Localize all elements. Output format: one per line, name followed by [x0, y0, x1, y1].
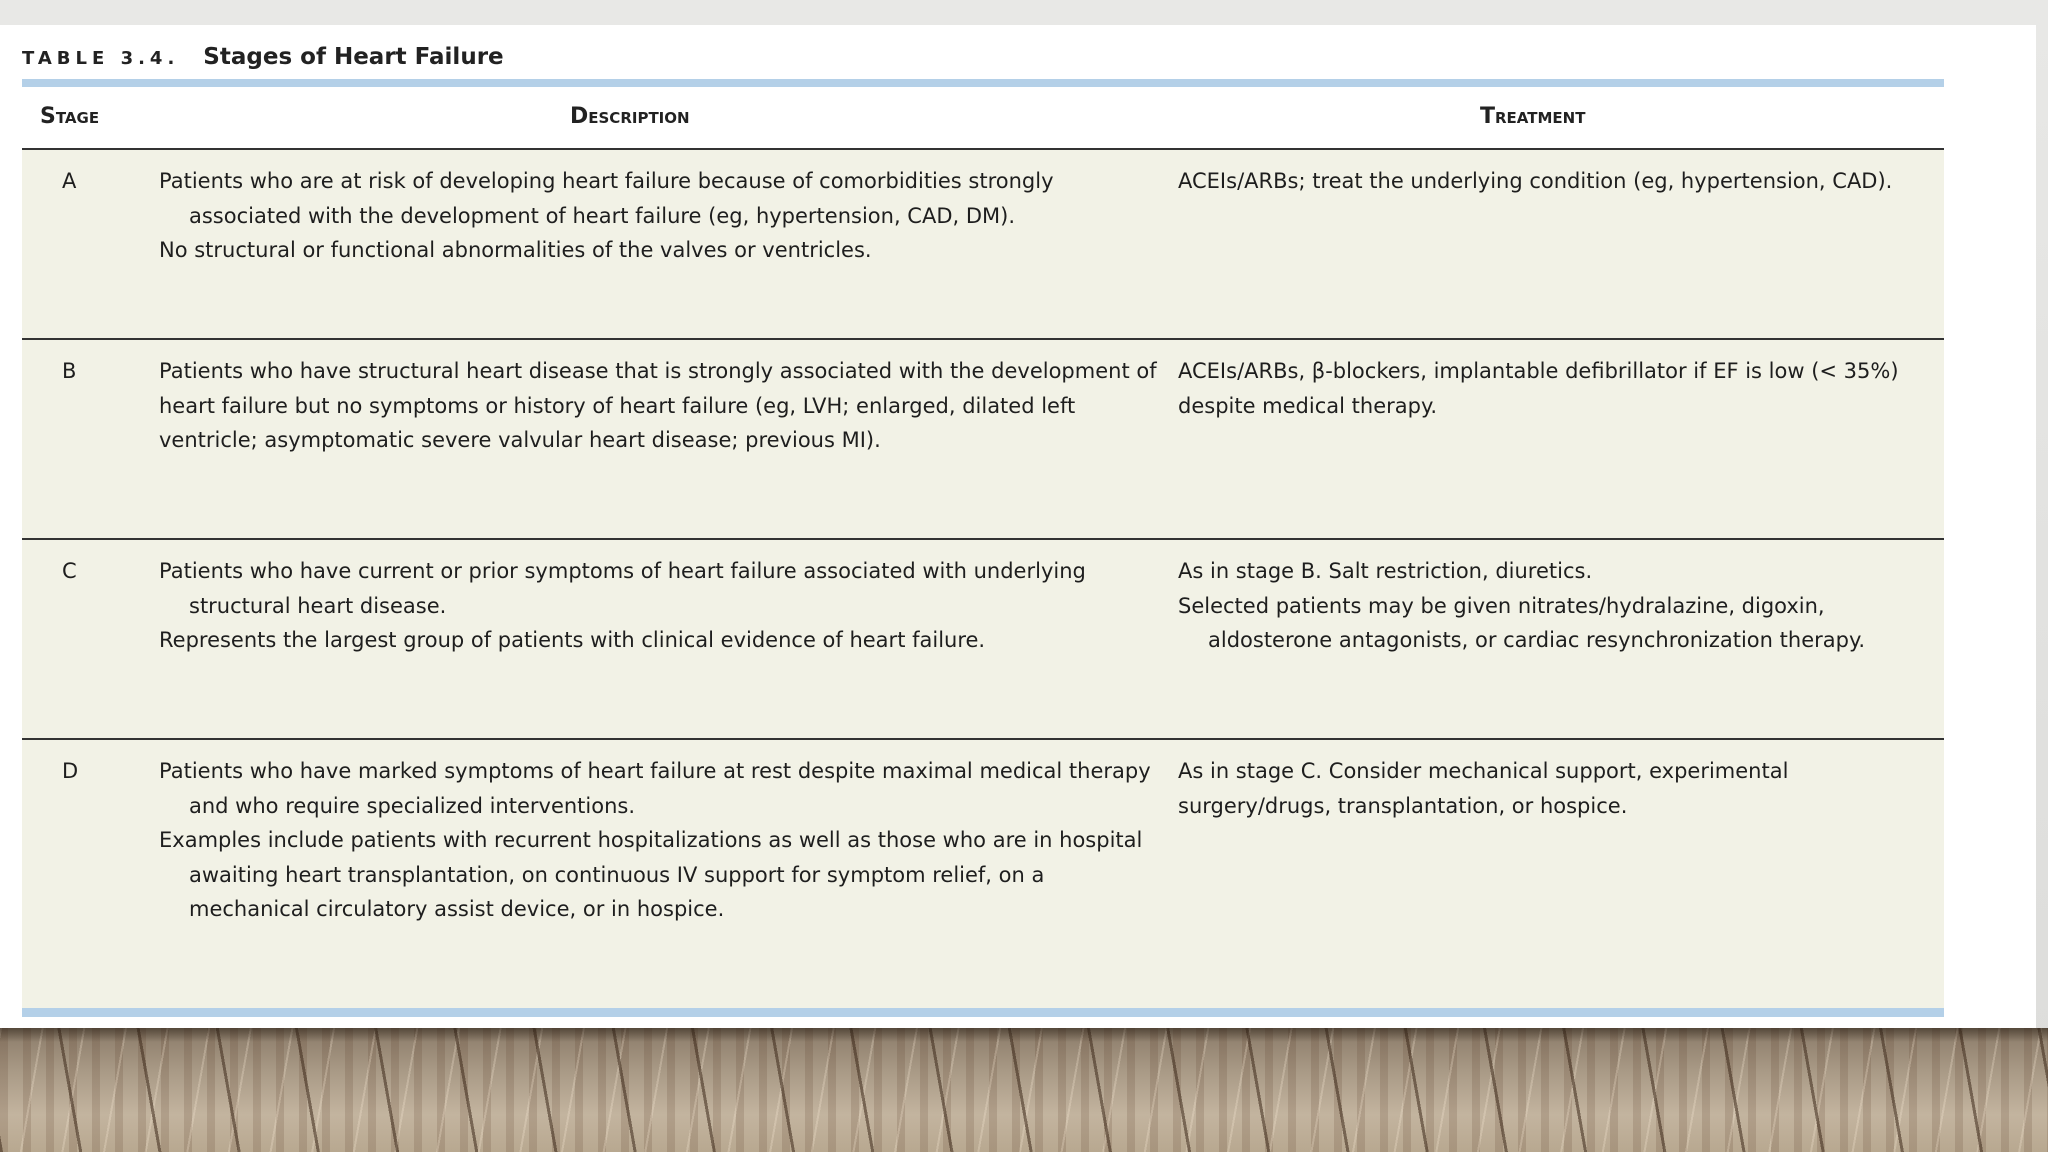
table-header-row	[22, 88, 1944, 150]
description-paragraph: Patients who have current or prior symptoms of heart failure associated with underlying structural heart disease.	[159, 559, 1086, 618]
stage-cell: D	[62, 759, 79, 783]
stage-cell: B	[62, 359, 77, 383]
description-cell	[159, 164, 1159, 268]
top-rule	[22, 79, 1944, 87]
table-title: Stages of Heart Failure	[203, 44, 504, 70]
bottom-rule	[22, 1008, 1944, 1017]
header-description: Description	[570, 104, 690, 129]
header-treatment: Treatment	[1480, 104, 1586, 129]
description-paragraph: Patients who have marked symptoms of heart failure at rest despite maximal medical therapy and who require specialized interventions.	[159, 759, 1151, 818]
stage-cell: C	[62, 559, 77, 583]
description-paragraph: Patients who have structural heart disease that is strongly associated with the development of heart failure but no symptoms or history of heart failure (eg, LVH; enlarged, dilated left ventricle; asymptomatic severe valvular heart disease; previous MI).	[159, 359, 1157, 452]
treatment-cell	[1178, 554, 1944, 658]
description-paragraph: Examples include patients with recurrent hospitalizations as well as those who are in hospital awaiting heart transplantation, on continuous IV support for symptom relief, on a mechanical circulatory assist device, or in hospice.	[159, 828, 1143, 921]
treatment-paragraph: As in stage B. Salt restriction, diuretics.	[1178, 559, 1593, 583]
treatment-cell	[1178, 354, 1944, 423]
header-stage: Stage	[40, 104, 100, 129]
wood-floor-background	[0, 1028, 2048, 1152]
table-row	[22, 150, 1944, 340]
description-cell	[159, 354, 1159, 458]
treatment-paragraph: Selected patients may be given nitrates/hydralazine, digoxin, aldosterone antagonists, or cardiac resynchronization therapy.	[1178, 593, 1866, 652]
stage-cell: A	[62, 169, 77, 193]
treatment-paragraph: ACEIs/ARBs; treat the underlying condition (eg, hypertension, CAD).	[1178, 169, 1893, 193]
table-row	[22, 740, 1944, 1008]
floor-shadow	[0, 1028, 2048, 1042]
description-paragraph: No structural or functional abnormalities of the valves or ventricles.	[159, 238, 872, 262]
table-row	[22, 540, 1944, 740]
treatment-cell	[1178, 164, 1944, 199]
table-number: TABLE 3.4.	[22, 48, 180, 69]
description-paragraph: Represents the largest group of patients with clinical evidence of heart failure.	[159, 628, 986, 652]
description-paragraph: Patients who are at risk of developing heart failure because of comorbidities strongly associated with the development of heart failure (eg, hypertension, CAD, DM).	[159, 169, 1054, 228]
table-body	[22, 150, 1944, 1008]
table-caption	[22, 44, 504, 74]
treatment-cell	[1178, 754, 1944, 823]
description-cell	[159, 554, 1159, 658]
treatment-paragraph: ACEIs/ARBs, β-blockers, implantable defibrillator if EF is low (< 35%) despite medical therapy.	[1178, 359, 1899, 418]
description-cell	[159, 754, 1159, 927]
table-row	[22, 340, 1944, 540]
treatment-paragraph: As in stage C. Consider mechanical support, experimental surgery/drugs, transplantation, or hospice.	[1178, 759, 1789, 818]
